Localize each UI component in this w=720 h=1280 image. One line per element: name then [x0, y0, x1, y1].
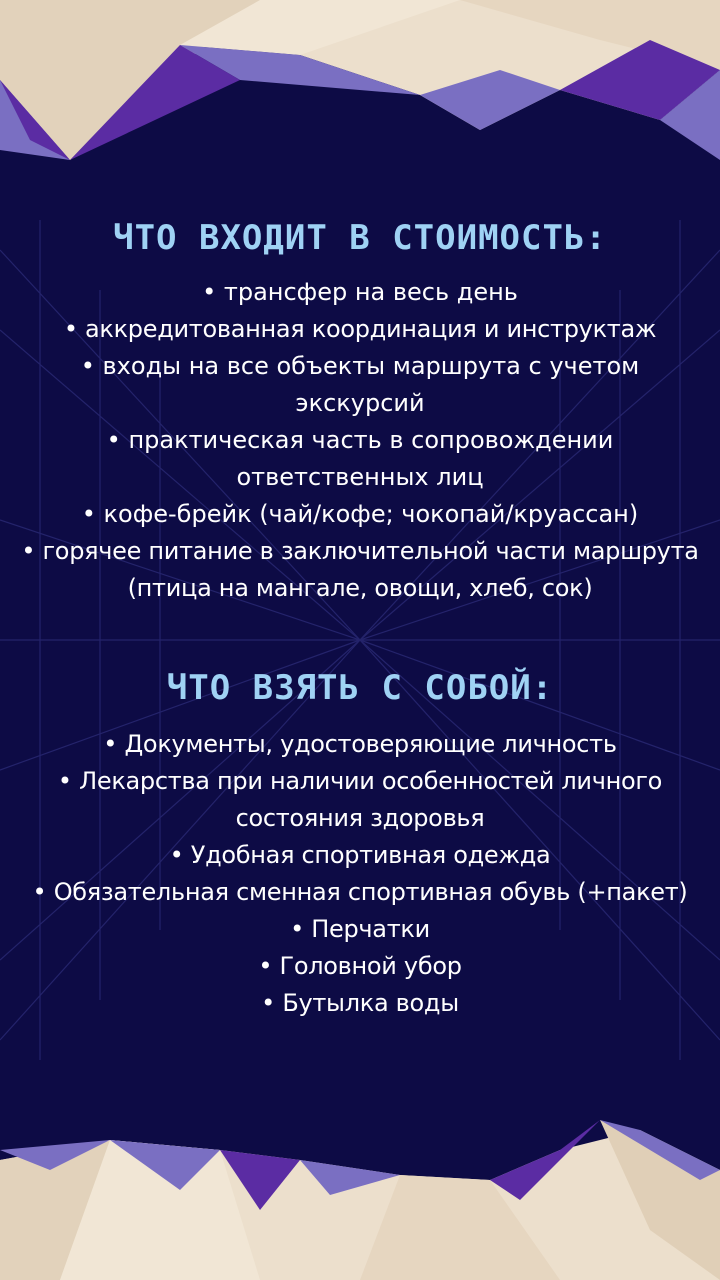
list-item: • практическая часть в сопровождении ответственных лиц — [0, 422, 720, 496]
list-item: • горячее питание в заключительной части маршрута (птица на мангале, овощи, хлеб, сок) — [0, 533, 720, 607]
list-item: • аккредитованная координация и инструктаж — [0, 311, 720, 348]
list-item: • Лекарства при наличии особенностей личного состояния здоровья — [0, 763, 720, 837]
list-item: • Бутылка воды — [0, 985, 720, 1022]
list-item: • Удобная спортивная одежда — [0, 837, 720, 874]
section-cost-list — [0, 274, 720, 607]
list-item: • Обязательная сменная спортивная обувь (+пакет) — [0, 874, 720, 911]
list-item: • Документы, удостоверяющие личность — [0, 726, 720, 763]
list-item: • Перчатки — [0, 911, 720, 948]
list-item: • трансфер на весь день — [0, 274, 720, 311]
section-bring-heading: ЧТО ВЗЯТЬ С СОБОЙ: — [166, 668, 554, 708]
section-cost-heading: ЧТО ВХОДИТ В СТОИМОСТЬ: — [113, 218, 607, 258]
section-bring-list — [0, 726, 720, 1022]
list-item: • входы на все объекты маршрута с учетом экскурсий — [0, 348, 720, 422]
list-item: • Головной убор — [0, 948, 720, 985]
list-item: • кофе-брейк (чай/кофе; чокопай/круассан) — [0, 496, 720, 533]
